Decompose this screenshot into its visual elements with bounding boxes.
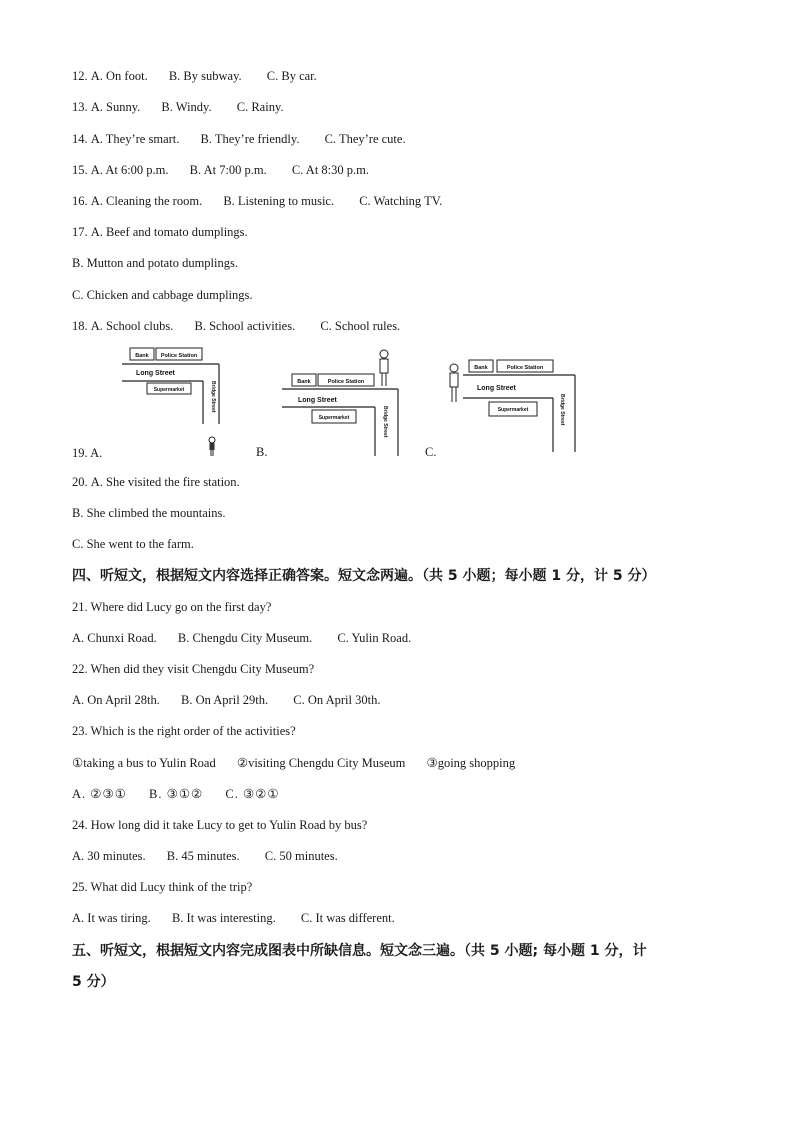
question-22-stem: 22. When did they visit Chengdu City Museum?	[72, 662, 315, 676]
svg-text:Supermarket: Supermarket	[497, 407, 529, 413]
option-a: A. 30 minutes.	[72, 849, 146, 863]
option-a: A. Chunxi Road.	[72, 631, 157, 645]
activity-item: ②visiting Chengdu City Museum	[236, 756, 406, 770]
person-icon	[209, 437, 215, 456]
question-17	[72, 224, 248, 240]
map-b	[280, 348, 402, 460]
option-b: B. On April 29th.	[180, 693, 269, 707]
option-c: C. School rules.	[320, 319, 401, 333]
svg-text:Bank: Bank	[297, 379, 311, 385]
option-a: A. At 6:00 p.m.	[90, 163, 169, 177]
option-a: A. On April 28th.	[72, 693, 160, 707]
person-icon	[450, 364, 458, 402]
option-c: C. Chicken and cabbage dumplings.	[72, 288, 253, 302]
question-15	[72, 162, 369, 178]
activity-item: ①taking a bus to Yulin Road	[72, 756, 216, 770]
option-a: A. School clubs.	[90, 319, 174, 333]
option-b: B.	[256, 445, 268, 459]
question-23-options	[72, 786, 280, 802]
option-c: C. She went to the farm.	[72, 537, 194, 551]
svg-text:Police Station: Police Station	[327, 379, 365, 385]
question-18	[72, 318, 400, 334]
question-number: 14.	[72, 132, 88, 146]
section-heading: 四、听短文，根据短文内容选择正确答案。短文念两遍。（共 5 小题；每小题 1 分，计 5 分）	[72, 568, 656, 584]
question-number: 17.	[72, 225, 88, 239]
option-a: A. Sunny.	[90, 100, 141, 114]
option-a: A. Cleaning the room.	[90, 194, 203, 208]
option-b: B. ③①②	[149, 787, 204, 801]
option-a: A. It was tiring.	[72, 911, 151, 925]
svg-text:Bank: Bank	[474, 365, 488, 371]
option-b: B. Mutton and potato dumplings.	[72, 256, 238, 270]
question-19	[72, 445, 102, 461]
option-b: B. She climbed the mountains.	[72, 506, 226, 520]
option-c: C.	[425, 445, 437, 459]
question-number: 19.	[72, 446, 88, 460]
section-heading: 五、听短文，根据短文内容完成图表中所缺信息。短文念三遍。（共 5 小题; 每小题 1 分，计	[72, 943, 647, 959]
option-b: B. By subway.	[168, 69, 242, 83]
option-c: C. Rainy.	[236, 100, 284, 114]
question-23-items	[72, 755, 515, 771]
question-24-options	[72, 848, 338, 864]
question-number: 15.	[72, 163, 88, 177]
question-23-stem: 23. Which is the right order of the activities?	[72, 724, 296, 738]
option-c: C. By car.	[266, 69, 317, 83]
long-street-label: Long Street	[136, 370, 175, 377]
question-number: 13.	[72, 100, 88, 114]
option-b: B. Chengdu City Museum.	[177, 631, 313, 645]
option-a: A. They’re smart.	[90, 132, 180, 146]
svg-text:Long Street: Long Street	[477, 385, 516, 392]
question-number: 12.	[72, 69, 88, 83]
question-25-stem: 25. What did Lucy think of the trip?	[72, 880, 253, 894]
option-b: B. Windy.	[161, 100, 212, 114]
question-25-options	[72, 910, 395, 926]
option-b: B. Listening to music.	[223, 194, 335, 208]
svg-text:Supermarket: Supermarket	[318, 415, 350, 421]
question-20	[72, 474, 240, 490]
option-c: C. ③②①	[225, 787, 280, 801]
option-c: C. Yulin Road.	[337, 631, 412, 645]
question-16	[72, 193, 442, 209]
question-22-options	[72, 692, 380, 708]
option-c: C. On April 30th.	[293, 693, 381, 707]
option-a: A. She visited the fire station.	[90, 475, 240, 489]
option-b: B. It was interesting.	[171, 911, 276, 925]
svg-text:Bridge Street: Bridge Street	[559, 394, 565, 426]
section-heading-continued: 5 分）	[72, 974, 115, 990]
question-number: 20.	[72, 475, 88, 489]
person-icon	[380, 350, 388, 386]
bridge-street-label: Bridge Street	[210, 381, 216, 413]
question-21-stem: 21. Where did Lucy go on the first day?	[72, 600, 272, 614]
option-c: C. Watching TV.	[359, 194, 443, 208]
question-14	[72, 131, 406, 147]
svg-text:Long Street: Long Street	[298, 397, 337, 404]
option-a: A. ②③①	[72, 787, 127, 801]
map-a	[120, 344, 235, 460]
option-b: B. School activities.	[194, 319, 296, 333]
option-c: C. It was different.	[300, 911, 395, 925]
map-c	[445, 348, 580, 456]
supermarket-label: Supermarket	[153, 387, 185, 393]
svg-text:Police Station: Police Station	[506, 365, 544, 371]
question-24-stem: 24. How long did it take Lucy to get to Yulin Road by bus?	[72, 818, 368, 832]
option-a: A.	[90, 446, 103, 460]
question-12	[72, 68, 317, 84]
question-21-options	[72, 630, 411, 646]
option-c: C. At 8:30 p.m.	[291, 163, 369, 177]
question-13	[72, 99, 284, 115]
option-b: B. At 7:00 p.m.	[189, 163, 267, 177]
question-number: 18.	[72, 319, 88, 333]
bank-label: Bank	[135, 353, 149, 359]
option-a: A. Beef and tomato dumplings.	[90, 225, 248, 239]
svg-text:Bridge Street: Bridge Street	[382, 406, 388, 438]
option-c: C. 50 minutes.	[264, 849, 338, 863]
option-b: B. They’re friendly.	[200, 132, 300, 146]
police-label: Police Station	[160, 353, 198, 359]
option-b: B. 45 minutes.	[166, 849, 240, 863]
question-number: 16.	[72, 194, 88, 208]
option-a: A. On foot.	[90, 69, 148, 83]
option-c: C. They’re cute.	[324, 132, 406, 146]
activity-item: ③going shopping	[426, 756, 516, 770]
